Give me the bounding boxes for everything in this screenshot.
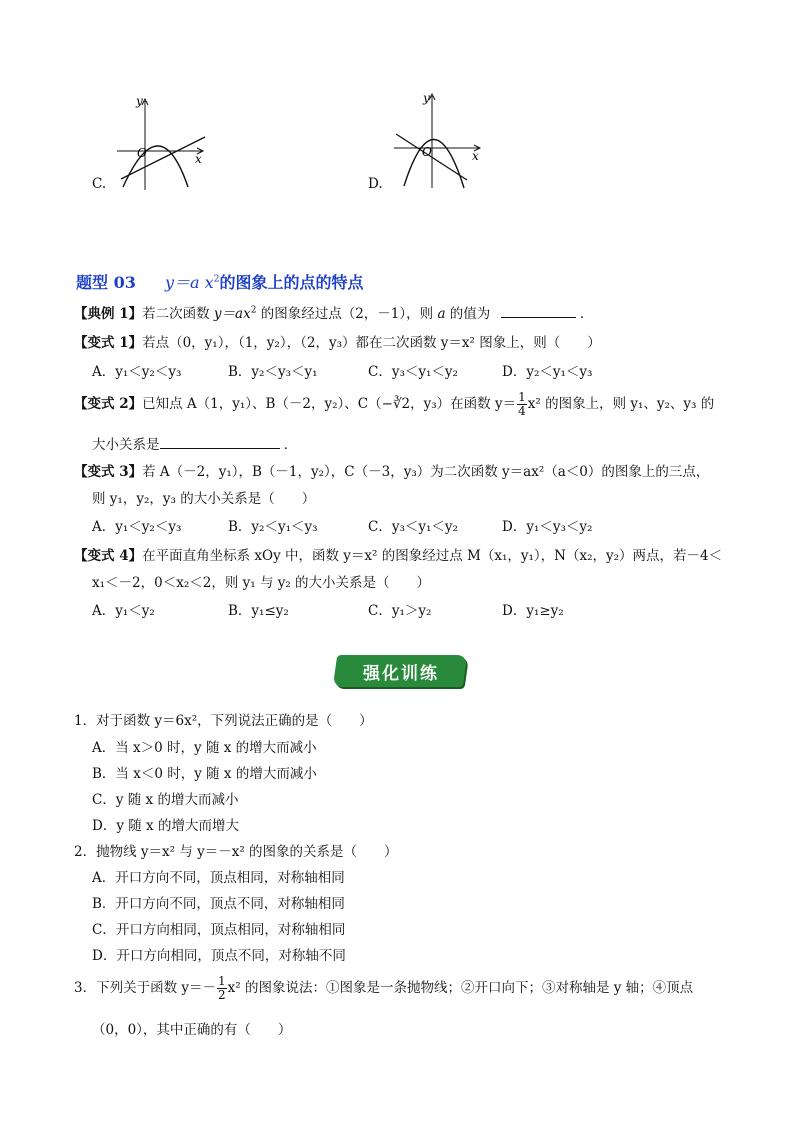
question-2-option-c[interactable]: C．开口方向相同，顶点相同，对称轴相同: [92, 922, 346, 938]
section-title-text: 的图象上的点的特点: [219, 273, 364, 292]
variant-4-option-c[interactable]: C．y₁＞y₂: [368, 603, 432, 619]
variant-1-stem: [74, 331, 601, 351]
example-1-sup: 2: [250, 305, 257, 316]
question-3-fraction-den: 2: [218, 988, 226, 1002]
variant-2-stem: [74, 387, 714, 421]
variant-2-text-2: x² 的图象上，则 y₁、y₂、y₃ 的: [527, 396, 715, 412]
question-1-option-a[interactable]: A．当 x＞0 时，y 随 x 的增大而减小: [92, 740, 317, 756]
question-2-stem: 2．抛物线 y＝x² 与 y＝－x² 的图象的关系是（ ）: [74, 844, 398, 860]
variant-2-tag: 【变式 2】: [74, 396, 143, 412]
variant-3-option-b[interactable]: B．y₂＜y₁＜y₃: [228, 519, 318, 535]
variant-4-option-b[interactable]: B．y₁≤y₂: [228, 603, 289, 619]
option-d-label: D.: [368, 176, 383, 192]
example-1: [74, 302, 593, 322]
variant-4-line-2: x₁＜－2，0＜x₂＜2，则 y₁ 与 y₂ 的大小关系是（ ）: [92, 575, 431, 591]
variant-3-line-1: 若 A（－2，y₁），B（－1，y₂），C（－3，y₃）为二次函数 y＝ax²（a＜0）的图象上的三点，: [142, 464, 710, 480]
question-1-option-c[interactable]: C．y 随 x 的增大而减小: [92, 792, 239, 808]
variant-3-option-c[interactable]: C．y₃＜y₁＜y₂: [368, 519, 458, 535]
variant-2-line-2-text: 大小关系是: [92, 437, 160, 453]
graph-option-d: [392, 90, 487, 190]
variant-1-option-a[interactable]: A．y₁＜y₂＜y₃: [92, 364, 182, 380]
question-1-stem: 1．对于函数 y＝6x²，下列说法正确的是（ ）: [74, 713, 373, 729]
example-1-var-a: a: [437, 306, 446, 322]
question-2-option-d[interactable]: D．开口方向相同，顶点不同，对称轴不同: [92, 948, 346, 964]
variant-4-line-1: 在平面直角坐标系 xOy 中，函数 y＝x² 的图象经过点 M（x₁，y₁），N（x₂，y₂）两点，若－4＜: [142, 548, 723, 564]
example-1-text-1: 若二次函数: [142, 306, 214, 322]
variant-3-tag: 【变式 3】: [74, 464, 143, 480]
practice-badge-label: 强化训练: [363, 664, 439, 684]
variant-3-option-d[interactable]: D．y₁＜y₃＜y₂: [502, 519, 593, 535]
variant-4-stem: [74, 544, 722, 564]
example-1-answer-blank[interactable]: [501, 317, 576, 318]
question-3-fraction-num: 1: [218, 974, 226, 988]
graph-c-x-label: x: [195, 152, 202, 166]
section-heading: [76, 270, 363, 293]
question-3-line-2: （0，0），其中正确的有（ ）: [92, 1022, 292, 1038]
question-3-text-2: x² 的图象说法：①图象是一条抛物线；②开口向下；③对称轴是 y 轴；④顶点: [227, 980, 694, 996]
question-2-option-b[interactable]: B．开口方向不同，顶点不同，对称轴相同: [92, 896, 345, 912]
example-1-function: y＝ax: [213, 306, 251, 322]
variant-3-line-2: 则 y₁，y₂，y₃ 的大小关系是（ ）: [92, 491, 316, 507]
variant-2-fraction: [517, 391, 527, 418]
section-formula-sup: 2: [213, 274, 220, 285]
graph-c-origin-label: O: [137, 146, 147, 160]
graph-d-y-label: y: [423, 91, 430, 105]
variant-2-line-2: [92, 433, 297, 453]
example-1-text-2: 的图象经过点（2，－1），则: [256, 306, 438, 322]
example-1-text-3: 的值为: [445, 306, 491, 322]
option-c-label: C.: [92, 176, 107, 192]
variant-4-option-a[interactable]: A．y₁＜y₂: [92, 603, 155, 619]
variant-1-option-d[interactable]: D．y₂＜y₁＜y₃: [502, 364, 593, 380]
section-formula: y＝a x: [165, 273, 214, 292]
variant-4-option-d[interactable]: D．y₁≥y₂: [502, 603, 564, 619]
example-1-text-4: ．: [575, 306, 594, 322]
question-3-fraction: [217, 975, 227, 1002]
question-2-option-a[interactable]: A．开口方向不同，顶点相同，对称轴相同: [92, 870, 345, 886]
question-1-option-d[interactable]: D．y 随 x 的增大而增大: [92, 818, 239, 834]
graph-c-y-label: y: [136, 95, 143, 108]
question-3-stem: [74, 970, 693, 1006]
graph-d-origin-label: O: [422, 145, 432, 159]
variant-2-answer-blank[interactable]: [160, 448, 280, 449]
variant-1-text: 若点（0，y₁），（1，y₂），（2，y₃）都在二次函数 y＝x² 图象上，则（ ）: [142, 335, 601, 351]
graph-d-x-label: x: [472, 149, 479, 163]
variant-1-option-c[interactable]: C．y₃＜y₁＜y₂: [368, 364, 458, 380]
graph-option-c: [115, 95, 210, 195]
question-3-text-1: 3．下列关于函数 y＝－: [74, 980, 217, 996]
variant-2-fraction-den: 4: [518, 404, 526, 418]
variant-1-tag: 【变式 1】: [74, 335, 143, 351]
section-number: 题型 03: [76, 273, 136, 292]
variant-2-fraction-num: 1: [518, 390, 526, 404]
practice-badge: [331, 651, 471, 691]
variant-3-option-a[interactable]: A．y₁＜y₂＜y₃: [92, 519, 182, 535]
example-1-tag: 【典例 1】: [74, 306, 143, 322]
variant-1-option-b[interactable]: B．y₂＜y₃＜y₁: [228, 364, 318, 380]
variant-3-stem: [74, 460, 709, 480]
variant-4-tag: 【变式 4】: [74, 548, 143, 564]
question-1-option-b[interactable]: B．当 x＜0 时，y 随 x 的增大而减小: [92, 766, 317, 782]
variant-2-text-1: 已知点 A（1，y₁）、B（－2，y₂）、C（−∛2，y₃）在函数 y＝: [142, 396, 517, 412]
variant-2-line-2-end: ．: [279, 437, 298, 453]
